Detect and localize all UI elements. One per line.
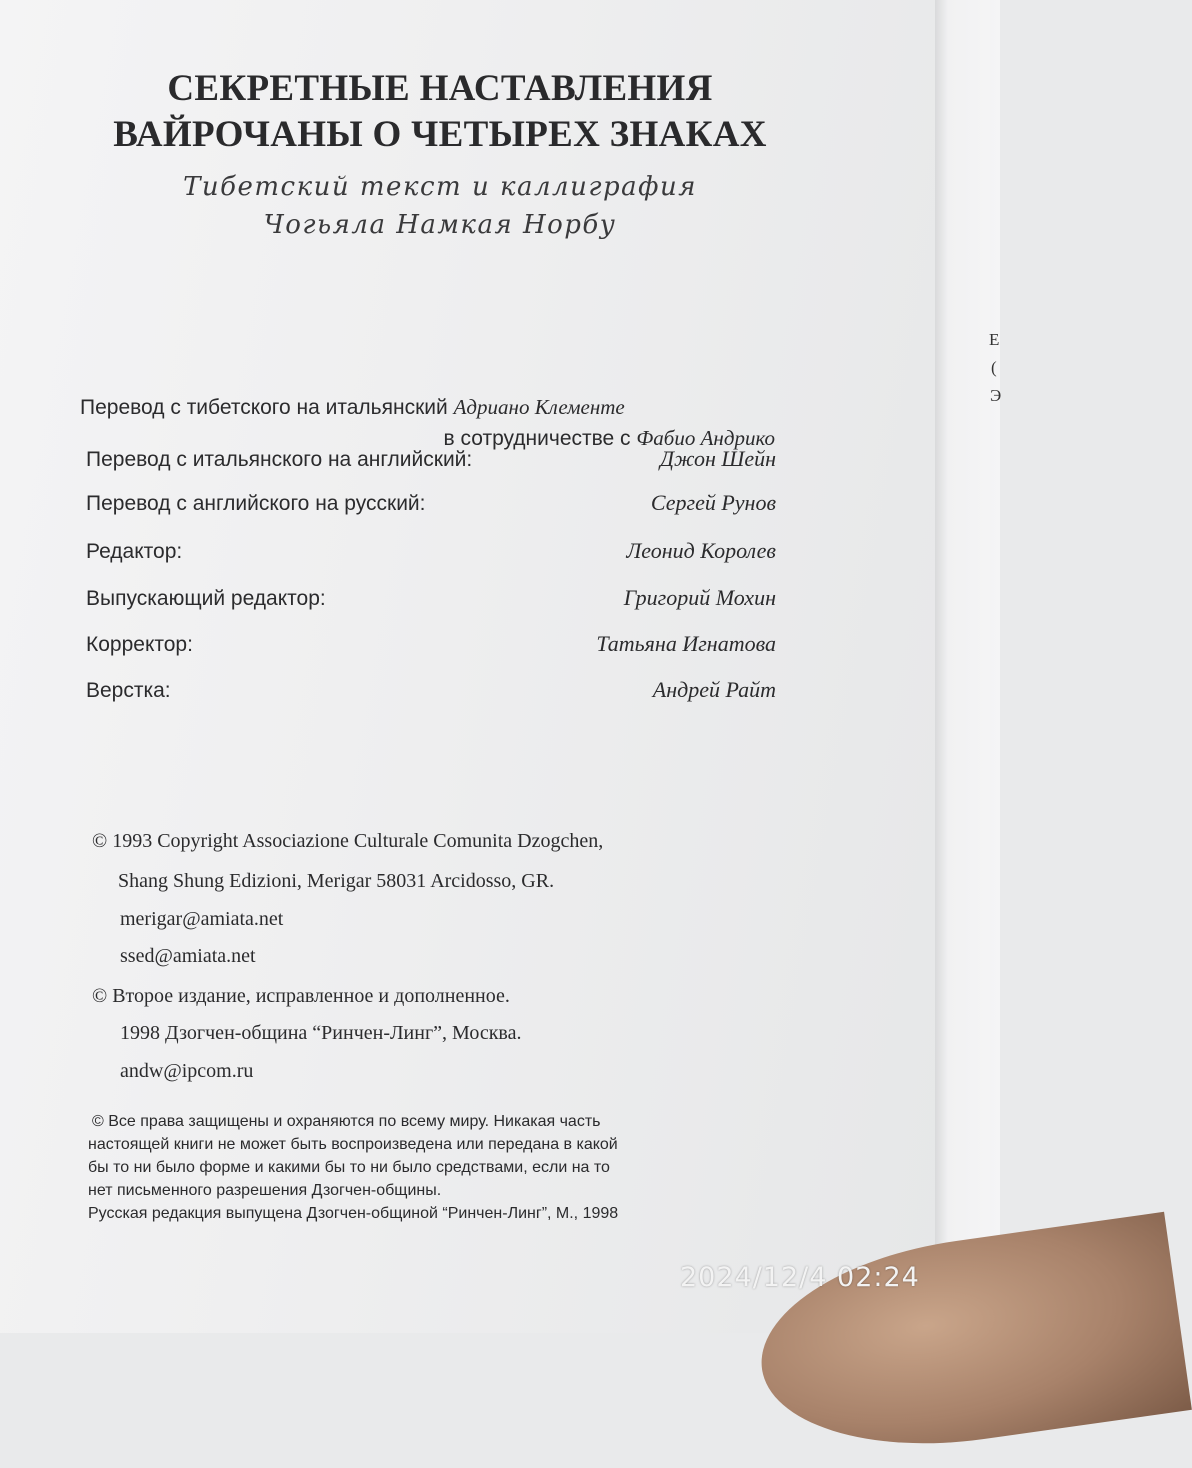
credit-name: Григорий Мохин (623, 585, 776, 610)
credit-name: Андрей Райт (652, 677, 776, 702)
book-subtitle (100, 168, 780, 244)
rights-notice (88, 1110, 788, 1225)
copyright-line: © Второе издание, исправленное и дополненное. (92, 985, 510, 1007)
credit-row (86, 490, 776, 524)
rights-line: Русская редакция выпущена Дзогчен-общиной “Ринчен-Линг”, М., 1998 (88, 1205, 619, 1222)
credit-row (86, 446, 776, 480)
credit-label: Перевод с итальянского на английский: (86, 448, 473, 471)
edge-char: Э (990, 386, 1002, 405)
credit-label: Выпускающий редактор: (86, 587, 326, 610)
email-line: ssed@amiata.net (120, 945, 256, 967)
title-line-1: СЕКРЕТНЫЕ НАСТАВЛЕНИЯ (167, 68, 713, 109)
credit-row (86, 538, 776, 572)
credit-row (86, 585, 776, 619)
translation-credit (80, 392, 775, 454)
credit-name: Леонид Королев (626, 538, 776, 563)
credit-label: Перевод с английского на русский: (86, 492, 426, 515)
adjacent-page-edge (935, 0, 1000, 1333)
credit-name: Сергей Рунов (650, 490, 776, 515)
copyright-line: Shang Shung Edizioni, Merigar 58031 Arcidosso, GR. (118, 870, 555, 892)
rights-line: нет письменного разрешения Дзогчен-общины. (88, 1182, 442, 1199)
credit-row (86, 677, 776, 711)
translation-label: Перевод с тибетского на итальянский (80, 396, 448, 419)
copyright-line: © 1993 Copyright Associazione Culturale Comunita Dzogchen, (92, 830, 604, 852)
credit-name: Джон Шейн (660, 446, 776, 471)
rights-line: настоящей книги не может быть воспроизведена или передана в какой (88, 1136, 618, 1153)
credit-label: Верстка: (86, 679, 171, 702)
email-line: merigar@amiata.net (120, 908, 284, 930)
collaboration-label: в сотрудничестве с (443, 427, 631, 450)
translator-name: Адриано Клементе (453, 395, 625, 419)
collaborator-name: Фабио Андрико (636, 426, 775, 450)
credit-label: Корректор: (86, 633, 193, 656)
book-title (60, 66, 820, 158)
rights-line: © Все права защищены и охраняются по всему миру. Никакая часть (92, 1113, 601, 1130)
credit-name: Татьяна Игнатова (596, 631, 776, 656)
subtitle-line-2: Чогьяла Намкая Норбу (263, 210, 617, 240)
credit-label: Редактор: (86, 540, 183, 563)
subtitle-line-1: Тибетский текст и каллиграфия (183, 172, 697, 202)
translation-credit-line-1 (80, 392, 775, 423)
title-line-2: ВАЙРОЧАНЫ О ЧЕТЫРЕХ ЗНАКАХ (113, 114, 767, 155)
edge-char: Е (989, 330, 1000, 349)
email-line: andw@ipcom.ru (120, 1060, 254, 1082)
copyright-line: 1998 Дзогчен-община “Ринчен-Линг”, Москва. (120, 1022, 522, 1044)
edge-char: ( (991, 358, 997, 377)
rights-line: бы то ни было форме и какими бы то ни было средствами, если на то (88, 1159, 610, 1176)
photo-timestamp: 2024/12/4 02:24 (680, 1262, 920, 1293)
credit-row (86, 631, 776, 665)
